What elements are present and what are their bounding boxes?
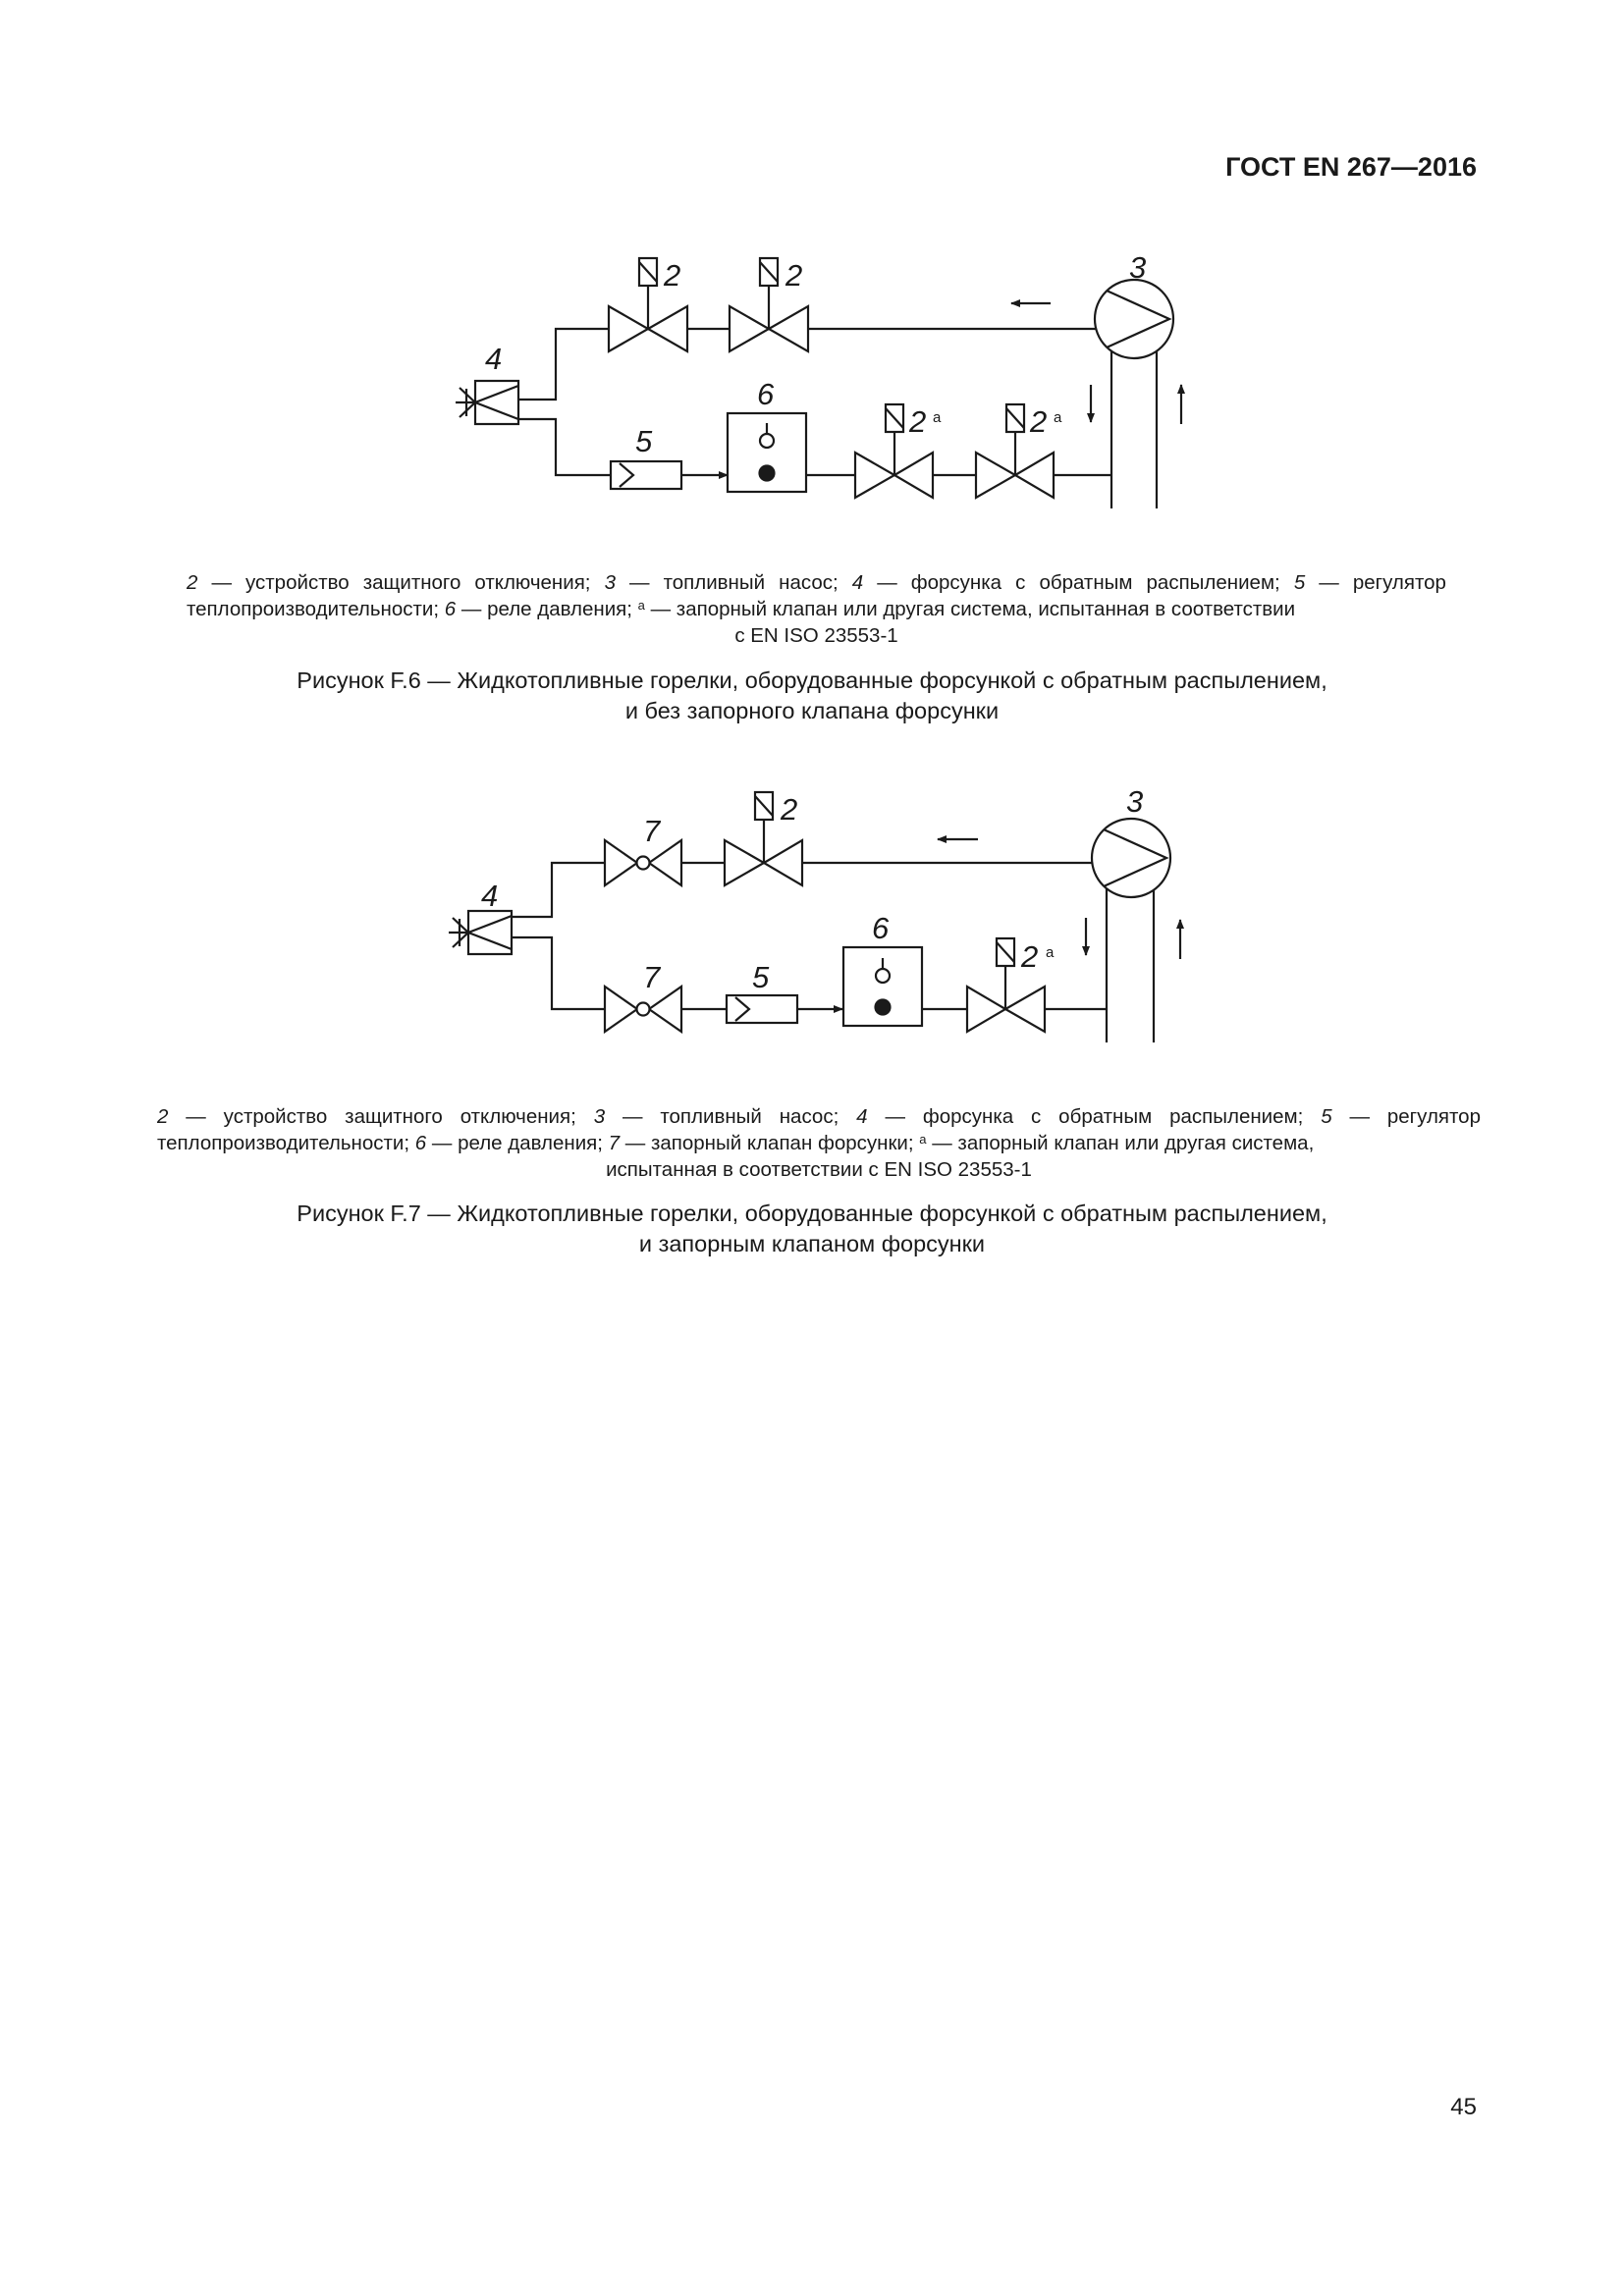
hydraulic-diagrams [0,0,1624,1099]
f7-label-pump: 3 [1126,784,1144,819]
f6-legend-note-mark: а [637,598,645,613]
f6-note-mark-2: а [1054,409,1062,426]
f6-legend-num-3: 3 [604,571,616,594]
f6-legend-note-desc: — запорный клапан или другая система, испытанная в соответствии [650,598,1296,620]
f7-label-shutoff-2: 7 [643,960,661,994]
f6-label-valve-4: 2 [1030,404,1048,439]
f6-label-nozzle: 4 [485,342,503,376]
f7-legend-desc-4: — форсунка с обратным распылением; [885,1105,1304,1128]
f6-legend-num-4: 4 [851,571,864,594]
f7-note-mark: а [1046,944,1055,961]
f6-label-pump: 3 [1129,250,1147,285]
f7-label-valve-1: 2 [781,792,798,827]
f7-legend-desc-2: — устройство защитного отключения; [186,1105,576,1128]
f6-legend-desc-3: — топливный насос; [629,571,839,594]
f7-legend-num-6: 6 [414,1132,427,1154]
f7-legend-num-3: 3 [593,1105,606,1128]
figure-f7-diagram [449,792,1180,1042]
f7-caption-line-2: и запорным клапаном форсунки [638,1231,986,1256]
figure-f7-caption [157,1199,1467,1259]
f7-label-shutoff-1: 7 [643,814,661,848]
f6-legend-desc-4: — форсунка с обратным распылением; [877,571,1280,594]
f6-legend-num-2: 2 [187,571,198,594]
f7-label-valve-2: 2 [1021,939,1039,974]
f7-pressure-relay [843,947,922,1026]
f7-labels [481,784,1143,994]
f6-legend-desc-6: — реле давления; [460,598,632,620]
f7-legend-tail: испытанная в соответствии с EN ISO 23553-1 [606,1158,1032,1181]
f7-legend-num-5: 5 [1321,1105,1332,1128]
f7-legend-desc-5: — регулятор теплопроизводительности; [157,1105,1481,1154]
figure-f6-legend [187,569,1446,649]
f7-caption-line-1: Рисунок F.7 — Жидкотопливные горелки, оборудованные форсункой с обратным распылением, [297,1201,1327,1226]
f6-note-mark-1: а [933,409,942,426]
f7-regulator [727,995,797,1023]
f6-labels [485,250,1146,458]
f6-regulator [611,461,681,489]
f7-legend-desc-6: — реле давления; [431,1132,603,1154]
f6-legend-desc-2: — устройство защитного отключения; [211,571,591,594]
f7-legend-num-4: 4 [856,1105,868,1128]
f6-pressure-relay [728,413,806,492]
f7-legend-num-7: 7 [608,1132,621,1154]
figure-f6-diagram [456,258,1181,508]
figure-f7-legend [157,1103,1481,1183]
f6-legend-num-6: 6 [444,598,457,620]
f6-label-regulator: 5 [635,424,653,458]
f6-caption-line-2: и без запорного клапана форсунки [624,698,1000,723]
f7-legend-note-mark: а [919,1132,927,1147]
page-number: 45 [1450,2094,1477,2120]
f7-label-relay: 6 [872,911,890,945]
figure-f6-caption [157,666,1467,726]
f7-label-nozzle: 4 [481,879,499,913]
f6-nozzle [456,381,518,424]
f7-pump [1092,819,1170,897]
f6-label-relay: 6 [757,377,775,411]
f7-label-regulator: 5 [752,960,770,994]
f6-label-valve-1: 2 [664,258,681,293]
f7-nozzle [449,911,512,954]
f6-legend-tail: с EN ISO 23553-1 [734,624,898,647]
f6-legend-num-5: 5 [1293,571,1306,594]
f6-pump [1095,280,1173,358]
f7-legend-num-2: 2 [157,1105,169,1128]
f6-legend-desc-5: — регулятор теплопроизводительности; [187,571,1446,620]
f7-legend-note-desc: — запорный клапан или другая система, [932,1132,1315,1154]
document-header: ГОСТ EN 267—2016 [1225,152,1477,182]
f7-pipes [512,863,1154,1042]
f6-label-valve-2: 2 [785,258,803,293]
f6-label-valve-3: 2 [909,404,927,439]
f7-legend-desc-3: — топливный насос; [622,1105,839,1128]
f7-legend-desc-7: — запорный клапан форсунки; [624,1132,914,1154]
f6-caption-line-1: Рисунок F.6 — Жидкотопливные горелки, оборудованные форсункой с обратным распылением, [297,667,1327,693]
